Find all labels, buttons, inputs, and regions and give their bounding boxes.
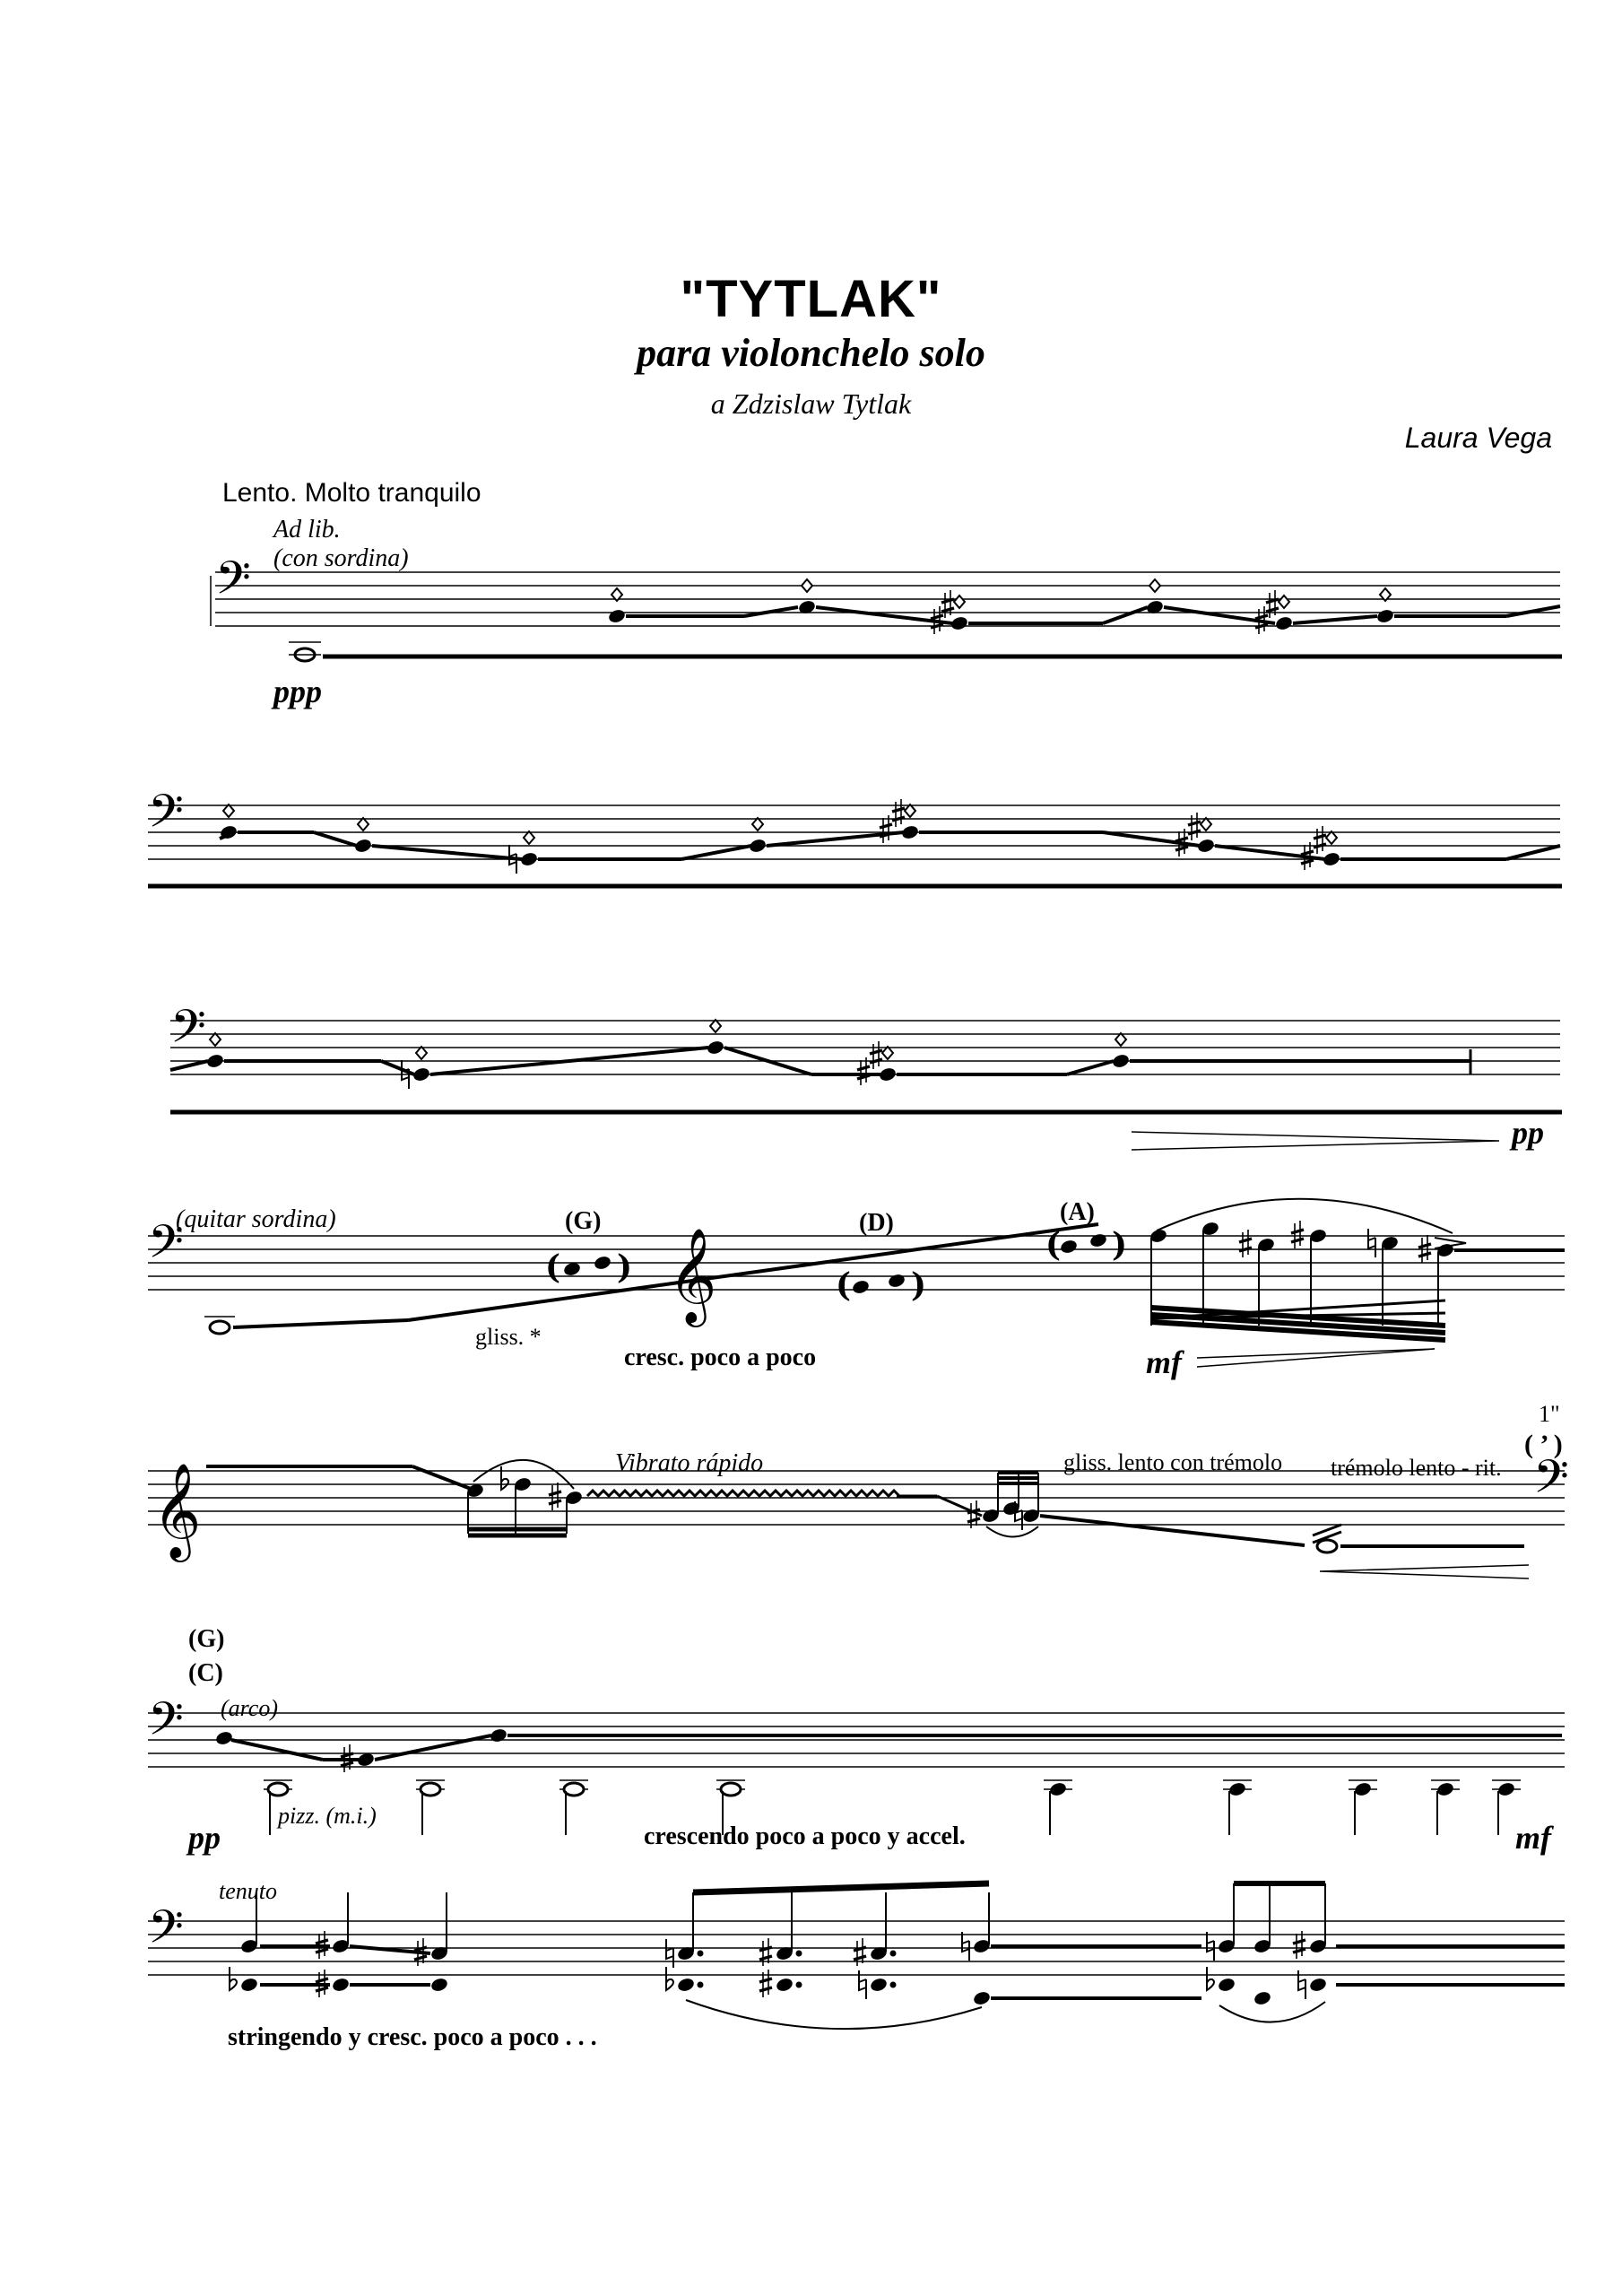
note-head [1253, 1990, 1271, 2006]
pizz-direction: pizz. (m.i.) [278, 1803, 377, 1829]
note-head [593, 1255, 612, 1271]
note-head [1089, 1232, 1107, 1248]
glissando-line [1040, 1516, 1305, 1545]
harmonic-diamond-icon [882, 1047, 893, 1059]
harmonic-diamond-icon [1201, 818, 1211, 831]
sharp-icon [892, 799, 905, 827]
bass-clef-icon: 𝄢 [215, 551, 251, 616]
tempo-marking: Lento. Molto tranquilo [222, 478, 481, 508]
flat-icon [666, 1967, 673, 1990]
harmonic-diamond-icon [210, 1033, 221, 1046]
note-head [607, 608, 626, 624]
string-label-d: (D) [859, 1209, 894, 1237]
pizz-half-note [421, 1783, 440, 1796]
note-head [412, 1066, 430, 1083]
notation-line [1293, 616, 1377, 623]
harmonic-diamond-icon [416, 1047, 427, 1059]
sharp-bar [931, 615, 943, 619]
slur [986, 1526, 1038, 1537]
bass-clef-icon: 𝄢 [148, 1692, 184, 1757]
string-label-c: (C) [188, 1659, 223, 1687]
crescendo-accel-direction: crescendo poco a poco y accel. [644, 1822, 966, 1850]
notation-line [231, 1740, 323, 1760]
whole-note [1317, 1540, 1337, 1552]
staff [148, 1236, 1565, 1290]
diminuendo-hairpin [1132, 1132, 1499, 1150]
note-head [239, 1977, 258, 1993]
harmonic-diamond-icon [710, 1020, 721, 1032]
note-head [1274, 615, 1293, 631]
sharp-bar [316, 1949, 328, 1952]
sharp-icon [759, 1970, 772, 1997]
sharp-bar [759, 1956, 772, 1960]
arco-direction: (arco) [221, 1695, 279, 1721]
sharp-bar [759, 1979, 772, 1982]
harmonic-diamond-icon [1149, 579, 1160, 592]
fermata-duration: 1" [1539, 1401, 1560, 1427]
note-head [1111, 1053, 1130, 1069]
harmonic-diamond-icon [752, 818, 763, 831]
pizz-note [1436, 1781, 1454, 1797]
sharp-bar [316, 1987, 328, 1991]
note-head [950, 615, 968, 631]
natural-icon [1207, 1932, 1214, 1961]
harmonic-diamond-icon [1279, 596, 1289, 608]
cresc-poco-direction: cresc. poco a poco [624, 1344, 817, 1371]
natural-icon [962, 1932, 969, 1961]
dynamic-mf: mf [1146, 1344, 1182, 1380]
bass-clef-icon: 𝄢 [148, 1214, 184, 1280]
quitar-sordina-direction: (quitar sordina) [176, 1205, 336, 1233]
pizz-half-note [721, 1783, 741, 1796]
slur [686, 2000, 982, 2029]
piece-subtitle: para violonchelo solo [637, 331, 985, 375]
pizz-note [1353, 1781, 1372, 1797]
sharp-bar [1291, 1239, 1304, 1242]
sharp-bar [1188, 831, 1201, 834]
sharp-bar [1239, 1248, 1252, 1251]
sharp-bar [1418, 1244, 1431, 1248]
note-head [1217, 1977, 1236, 1993]
pizz-half-note [564, 1783, 584, 1796]
note-head [972, 1990, 991, 2006]
sharp-bar [854, 1956, 866, 1960]
note-head [214, 1730, 233, 1746]
sharp-bar [1266, 608, 1279, 612]
harmonic-diamond-icon [802, 579, 812, 592]
sharp-bar [316, 1940, 328, 1944]
note-head [676, 1977, 695, 1993]
sharp-icon [549, 1483, 561, 1510]
sharp-icon [1291, 1221, 1304, 1248]
harmonic-diamond-icon [524, 831, 534, 844]
pizz-note [1496, 1781, 1515, 1797]
sharp-bar [316, 1979, 328, 1982]
bass-clef-icon: 𝄢 [170, 999, 206, 1065]
natural-icon [666, 1939, 673, 1968]
note-head [878, 1066, 897, 1083]
sharp-bar [892, 817, 905, 821]
sharp-bar [549, 1500, 561, 1504]
breath-mark: ( ’ ) [1524, 1430, 1563, 1459]
notation-line [412, 1466, 471, 1489]
note-head [1375, 608, 1394, 624]
dot [698, 1951, 704, 1957]
notation-line [381, 1061, 414, 1074]
sharp-bar [1293, 1940, 1305, 1944]
notation-line [1067, 1061, 1114, 1074]
note-head [1059, 1239, 1078, 1255]
sharp-bar [857, 1066, 870, 1070]
dynamic-pp-2: pp [188, 1820, 221, 1856]
sharp-bar [931, 624, 943, 628]
harmonic-diamond-icon [1326, 831, 1337, 844]
string-label-g: (G) [565, 1207, 602, 1235]
string-label-g-2: (G) [188, 1625, 225, 1653]
sharp-bar [1301, 851, 1314, 855]
beam [693, 1883, 989, 1892]
dot [890, 1951, 897, 1957]
sharp-bar [1293, 1949, 1305, 1952]
c-whole-note [210, 1321, 230, 1334]
sharp-bar [1175, 847, 1188, 850]
con-sordina-direction: (con sordina) [273, 544, 409, 572]
gliss-direction: gliss. * [475, 1324, 542, 1350]
sharp-bar [1188, 822, 1201, 825]
sharp-bar [1255, 615, 1268, 619]
bracket-open: ) [911, 1266, 927, 1304]
bracket-close: ) [1112, 1226, 1128, 1264]
sharp-bar [1291, 1230, 1304, 1233]
stringendo-direction: stringendo y cresc. poco a poco . . . [228, 2023, 597, 2051]
harmonic-diamond-icon [358, 818, 369, 831]
note-head [775, 1977, 794, 1993]
note-head [205, 1053, 224, 1069]
notation-line [1103, 607, 1148, 623]
vibrato-wavy-line [587, 1491, 899, 1496]
notation-line [937, 1496, 982, 1516]
sharp-bar [1314, 844, 1326, 848]
note-head [519, 851, 538, 867]
note-head [887, 1273, 906, 1289]
glissando-line [408, 1224, 1098, 1320]
sharp-icon [1188, 813, 1201, 840]
sharp-icon [1266, 590, 1279, 618]
notation-line [372, 846, 522, 859]
sharp-bar [870, 1050, 882, 1054]
pizz-note [1048, 1781, 1067, 1797]
sharp-icon [1239, 1230, 1252, 1257]
sharp-bar [1175, 838, 1188, 841]
composer-name: Laura Vega [1404, 422, 1552, 454]
flat-icon [230, 1967, 237, 1990]
sharp-bar [1418, 1253, 1431, 1257]
notation-line [314, 832, 357, 846]
notation-line [375, 1735, 491, 1760]
note-head [1308, 1977, 1327, 1993]
sharp-bar [892, 808, 905, 812]
harmonic-diamond-icon [954, 596, 965, 608]
harmonic-diamond-icon [223, 804, 234, 817]
sharp-bar [1314, 835, 1326, 839]
string-label-a: (A) [1060, 1198, 1095, 1226]
sharp-bar [414, 1956, 427, 1960]
natural-icon [1368, 1229, 1375, 1257]
notation-line [1506, 606, 1560, 616]
note-head [489, 1727, 507, 1744]
bass-clef-icon: 𝄢 [148, 1900, 184, 1965]
note-head [706, 1039, 724, 1056]
note-head [331, 1977, 350, 1993]
diminuendo-hairpin [1320, 1565, 1529, 1578]
sharp-bar [759, 1987, 772, 1991]
bass-clef-icon: 𝄢 [1533, 1449, 1569, 1515]
piece-title: "TYTLAK" [680, 270, 942, 328]
sharp-icon [1314, 826, 1326, 854]
sharp-bar [941, 608, 954, 612]
notation-line [816, 607, 952, 623]
crescendo-hairpin [1197, 1349, 1435, 1367]
bracket-open: ( [836, 1266, 852, 1304]
sharp-bar [341, 1762, 353, 1766]
tenuto-direction: tenuto [219, 1878, 277, 1904]
note-head [851, 1279, 870, 1295]
pizz-half-note [268, 1783, 288, 1796]
dedication: a Zdzislaw Tytlak [710, 387, 912, 420]
flat-icon [1207, 1967, 1214, 1990]
notation-line [744, 607, 798, 616]
slur [1157, 1199, 1453, 1233]
pizz-note [1227, 1781, 1246, 1797]
sharp-bar [1301, 860, 1314, 864]
sharp-bar [1239, 1239, 1252, 1242]
sharp-icon [941, 590, 954, 618]
sharp-bar [967, 1518, 980, 1522]
slur [1219, 2002, 1325, 2022]
harmonic-diamond-icon [905, 804, 915, 817]
bracket-open: ( [1045, 1226, 1062, 1264]
flat-icon [501, 1466, 508, 1490]
dynamic-pp-end: pp [1512, 1115, 1544, 1151]
vibrato-direction: Vibrato rápido [615, 1449, 764, 1477]
treble-clef-icon: 𝄞 [152, 1462, 202, 1558]
bracket-close: ) [617, 1248, 633, 1286]
harmonic-diamond-icon [1115, 1033, 1126, 1046]
dot [890, 1982, 897, 1988]
notation-line [681, 846, 751, 859]
dot [796, 1982, 802, 1988]
dot [698, 1982, 704, 1988]
note-head [429, 1977, 448, 1993]
dot [796, 1951, 802, 1957]
tremolo-rit-direction: trémolo lento - rit. [1331, 1455, 1502, 1481]
bass-clef-icon: 𝄢 [148, 784, 184, 849]
dynamic-ppp: ppp [273, 674, 322, 709]
sharp-bar [549, 1492, 561, 1495]
sharp-bar [1255, 624, 1268, 628]
dynamic-mf-2: mf [1515, 1820, 1551, 1856]
notation-line [1506, 846, 1560, 859]
treble-clef-icon: 𝄞 [668, 1227, 717, 1323]
sharp-icon [870, 1041, 882, 1069]
bracket-open: ( [545, 1248, 561, 1286]
note-head [869, 1977, 888, 1993]
sharp-bar [870, 1059, 882, 1063]
ad-lib-direction: Ad lib. [273, 516, 341, 544]
gliss-tremolo-direction: gliss. lento con trémolo [1063, 1449, 1283, 1475]
notation-line [233, 1320, 408, 1327]
sharp-bar [880, 824, 892, 828]
